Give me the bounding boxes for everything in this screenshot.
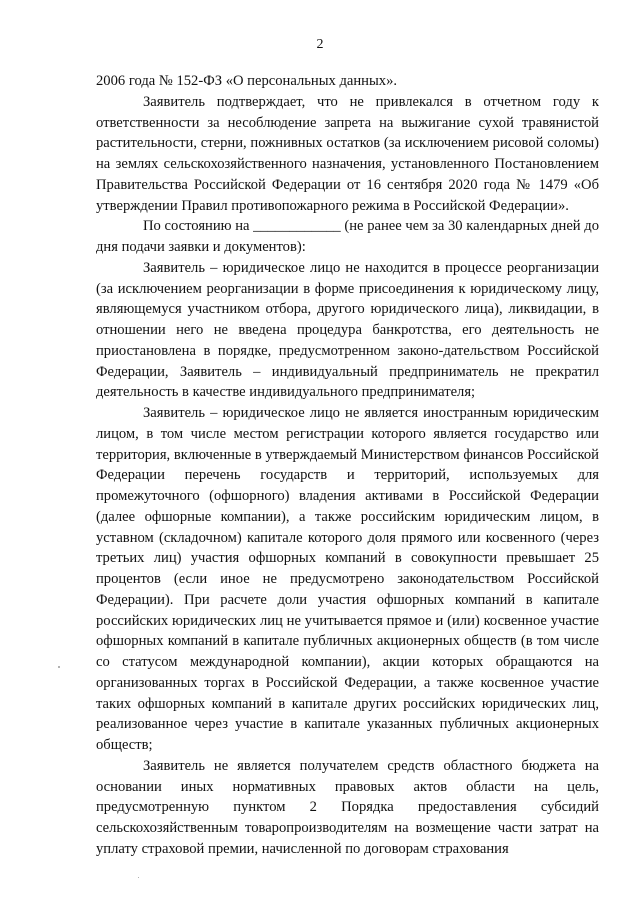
paragraph-no-reorganization: Заявитель – юридическое лицо не находится в процессе реорганизации (за исключением реорганизации в форме присоединения к юридическому лицу, являющемуся участником отбора, другого юридического лица), ликвидации, в отношении него не введена процедура банкротства, его деятельность не приостановлена в порядке, предусмотренном законо-дательством Российской Федерации, Заявитель – индивидуальный предприниматель не прекратил деятельность в качестве индивидуального предпринимателя; <box>96 259 599 401</box>
paragraph-as-of-date: По состоянию на ____________ (не ранее чем за 30 календарных дней до дня подачи заявки и документов): <box>96 218 599 255</box>
paragraph-not-budget-recipient: Заявитель не является получателем средств областного бюджета на основании иных нормативных правовых актов области на цель, предусмотренную пунктом 2 Порядка предоставления субсидий сельскохозяйственным товаропроизводителям на возмещение части затрат на уплату страховой премии, начисленной по договорам страхования <box>96 757 599 857</box>
page-number: 2 <box>316 37 324 52</box>
scan-speck <box>58 666 60 668</box>
paragraph-not-offshore: Заявитель – юридическое лицо не является иностранным юридическим лицом, в том числе местом регистрации которого является государство или территория, включенные в утверждаемый Министерством финансов Российской Федерации перечень государств и территорий, используемых для промежуточного (офшорного) владения активами в Российской Федерации (далее офшорные компании), а также российским юридическим лицом, в уставном (складочном) капитале которого доля прямого или косвенного (через третьих лиц) участия офшорных компаний в совокупности превышает 25 процентов (если иное не предусмотрено законодательством Российской Федерации). При расчете доли участия офшорных компаний в капитале российских юридических лиц не учитывается прямое и (или) косвенное участие офшорных компаний в капитале публичных акционерных обществ (в том числе со статусом международной компании), акции которых обращаются на организованных торгах в Российской Федерации, а также косвенное участие таких офшорных компаний в капитале других российских юридических лиц, реализованное через участие в капитале указанных публичных акционерных обществ; <box>96 405 599 753</box>
document-body <box>96 71 599 860</box>
scan-speck <box>138 877 139 878</box>
paragraph-no-fire-violation: Заявитель подтверждает, что не привлекался в отчетном году к ответственности за несоблюдение запрета на выжигание сухой травянистой растительности, стерни, пожнивных остатков (за исключением рисовой соломы) на землях сельскохозяйственного назначения, установленного Постановлением Правительства Российской Федерации от 16 сентября 2020 года № 1479 «Об утверждении Правил противопожарного режима в Российской Федерации». <box>96 93 599 214</box>
paragraph-continuation: 2006 года № 152-ФЗ «О персональных данных». <box>96 73 398 89</box>
